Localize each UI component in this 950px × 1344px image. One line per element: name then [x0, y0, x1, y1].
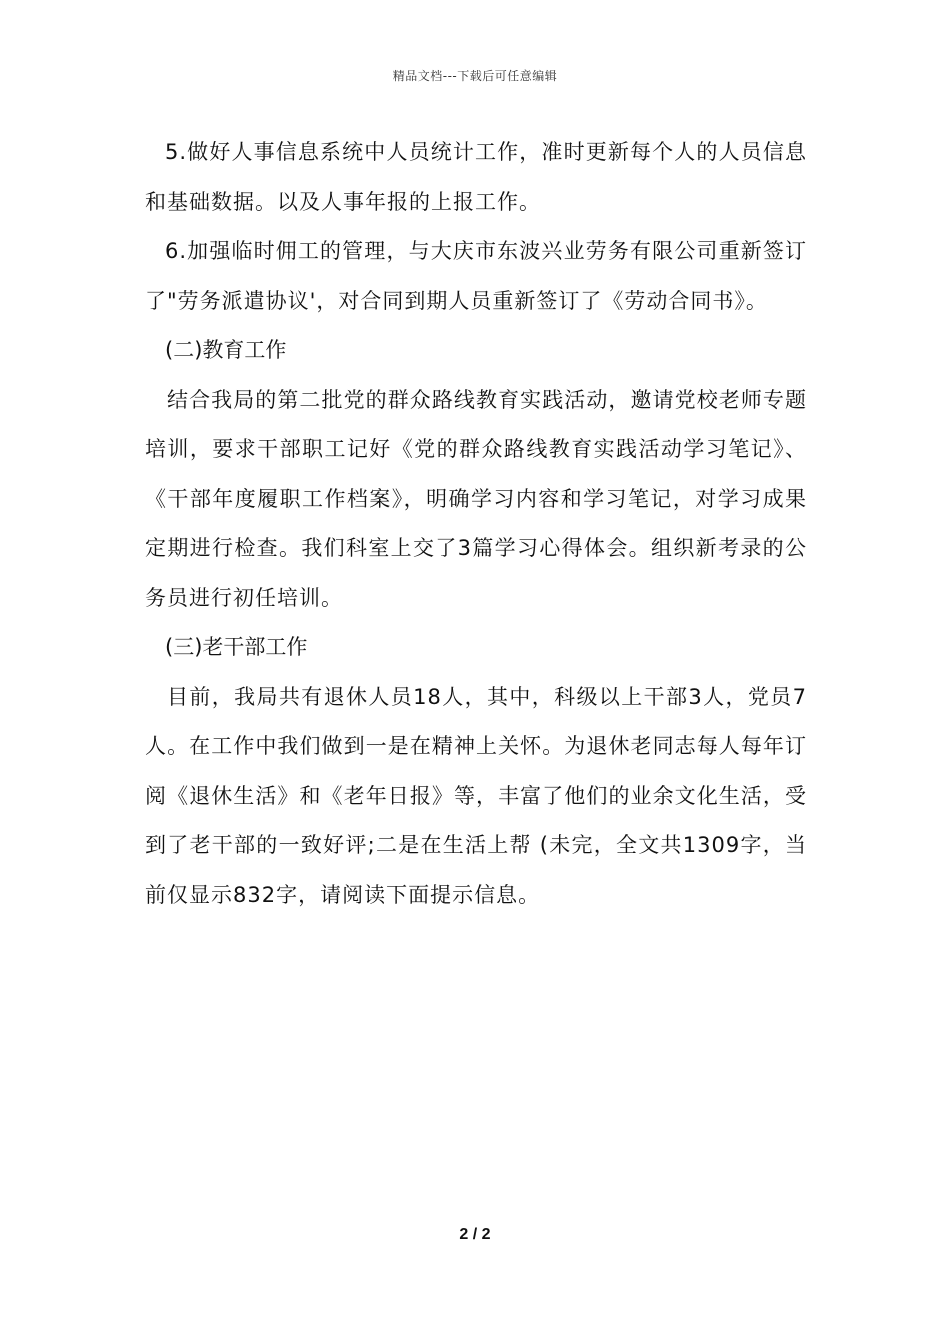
page-number: 2 / 2: [459, 1226, 491, 1243]
section-heading-education: (二)教育工作: [165, 338, 287, 362]
paragraph-retired-cadres: 目前，我局共有退休人员18人，其中，科级以上干部3人，党员7人。在工作中我们做到一是在精神上关怀。为退休老同志每人每年订阅《退休生活》和《老年日报》等，丰富了他们的业余文化生活，受到了老干部的一致好评;二是在生活上帮 (未完，全文共1309字，当前仅显示832字，请阅读下面提示信息。: [145, 684, 807, 907]
document-body: [145, 128, 807, 920]
paragraph-item-6: 6.加强临时佣工的管理，与大庆市东波兴业劳务有限公司重新签订了"劳务派遣协议'，对合同到期人员重新签订了《劳动合同书》。: [145, 239, 807, 313]
paragraph-education: 结合我局的第二批党的群众路线教育实践活动，邀请党校老师专题培训，要求干部职工记好《党的群众路线教育实践活动学习笔记》、《干部年度履职工作档案》，明确学习内容和学习笔记，对学习成果定期进行检查。我们科室上交了3篇学习心得体会。组织新考录的公务员进行初任培训。: [145, 387, 807, 610]
paragraph-item-5: 5.做好人事信息系统中人员统计工作，准时更新每个人的人员信息和基础数据。以及人事年报的上报工作。: [145, 140, 807, 214]
document-header: 精品文档---下载后可任意编辑: [392, 69, 558, 83]
section-heading-retired-cadres: (三)老干部工作: [165, 635, 308, 659]
